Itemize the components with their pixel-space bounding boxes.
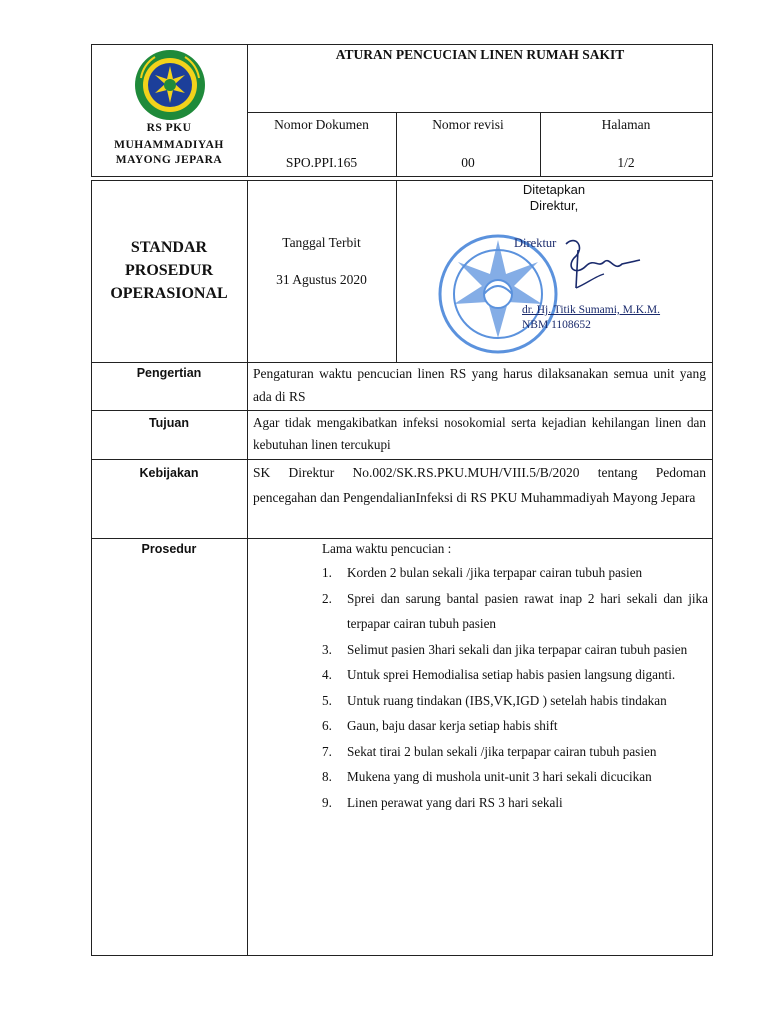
pengertian-label: Pengertian (136, 366, 202, 380)
procedure-item (320, 713, 708, 739)
rule (247, 112, 713, 113)
signer-name: dr. Hj. Titik Sumami, M.K.M. (522, 304, 661, 316)
prosedur-label: Prosedur (141, 542, 197, 556)
director-stamp-signature (426, 228, 686, 358)
procedure-item-text: Selimut pasien 3hari sekali dan jika terpapar cairan tubuh pasien (347, 641, 688, 657)
revision-value: 00 (461, 155, 475, 170)
procedure-item-number: 4. (322, 667, 332, 682)
procedure-item-number: 1. (322, 565, 332, 580)
procedure-item-text: Mukena yang di mushola unit-unit 3 hari sekali dicucikan (347, 769, 652, 784)
procedure-item (320, 586, 708, 637)
page-label: Halaman (601, 117, 651, 132)
rule (91, 180, 713, 181)
procedure-item-number: 9. (322, 794, 332, 810)
procedure-item-text: Sprei dan sarung bantal pasien rawat inap 2 hari sekali dan jika terpapar cairan tubuh pasien (347, 590, 708, 631)
procedure-item-text: Gaun, baju dasar kerja setiap habis shift (347, 718, 558, 733)
hospital-name-line2: MUHAMMADIYAH (114, 139, 224, 151)
doc-number-label: Nomor Dokumen (274, 117, 369, 132)
approved-line1: Ditetapkan (522, 182, 586, 197)
tujuan-text: Agar tidak mengakibatkan infeksi nosokomial serta kejadian kehilangan linen dan kebutuhan linen tercukupi (253, 415, 706, 452)
rule (91, 538, 713, 539)
procedure-item-number: 2. (322, 590, 332, 606)
page-value: 1/2 (617, 155, 635, 170)
sop-title-line1: STANDAR (130, 239, 208, 256)
signer-id: NBM 1108652 (522, 319, 591, 331)
procedure-item (320, 662, 708, 688)
procedure-item (320, 739, 708, 765)
procedure-item-text: Sekat tirai 2 bulan sekali /jika terpapar cairan tubuh pasien (347, 743, 657, 759)
hospital-logo (133, 48, 207, 122)
rule (247, 180, 248, 956)
document-title: ATURAN PENCUCIAN LINEN RUMAH SAKIT (335, 47, 625, 62)
doc-number-value: SPO.PPI.165 (285, 155, 358, 170)
sop-title-line2: PROSEDUR (124, 262, 213, 279)
procedure-item-number: 5. (322, 692, 332, 708)
kebijakan-text: SK Direktur No.002/SK.RS.PKU.MUH/VIII.5/B/2020 tentang Pedoman pencegahan dan PengendalianInfeksi di RS PKU Muhammadiyah Mayong Jepara (253, 465, 706, 505)
procedure-item-text: Korden 2 bulan sekali /jika terpapar cairan tubuh pasien (347, 565, 643, 580)
procedure-item-number: 3. (322, 641, 332, 657)
procedure-item (320, 637, 708, 663)
procedure-item (320, 764, 708, 790)
kebijakan-label: Kebijakan (139, 466, 199, 480)
sop-title-line3: OPERASIONAL (110, 285, 228, 302)
stamp-role-text: Direktur (514, 236, 557, 250)
procedure-item-text: Untuk ruang tindakan (IBS,VK,IGD ) setelah habis tindakan (347, 692, 667, 708)
procedure-item-number: 6. (322, 718, 332, 733)
procedure-item-number: 8. (322, 769, 332, 784)
rule (91, 44, 713, 45)
hospital-name-line1: RS PKU (146, 122, 192, 134)
procedure-item-text: Untuk sprei Hemodialisa setiap habis pasien langsung diganti. (347, 667, 676, 682)
rule (91, 955, 713, 956)
procedure-item (320, 560, 708, 586)
revision-label: Nomor revisi (432, 117, 504, 132)
procedure-list (320, 560, 708, 815)
procedure-item-text: Linen perawat yang dari RS 3 hari sekali (347, 794, 563, 810)
procedure-item (320, 688, 708, 714)
rule (91, 410, 713, 411)
hospital-name-line3: MAYONG JEPARA (115, 154, 223, 166)
prosedur-intro: Lama waktu pencucian : (322, 541, 452, 556)
issue-date-label: Tanggal Terbit (282, 235, 361, 250)
tujuan-label: Tujuan (148, 416, 190, 430)
approved-line2: Direktur, (529, 198, 579, 213)
procedure-item (320, 790, 708, 816)
pengertian-text: Pengaturan waktu pencucian linen RS yang harus dilaksanakan semua unit yang ada di RS (253, 366, 706, 404)
procedure-item-number: 7. (322, 743, 332, 759)
issue-date-value: 31 Agustus 2020 (276, 272, 367, 287)
rule (91, 176, 713, 177)
rule (712, 180, 713, 956)
